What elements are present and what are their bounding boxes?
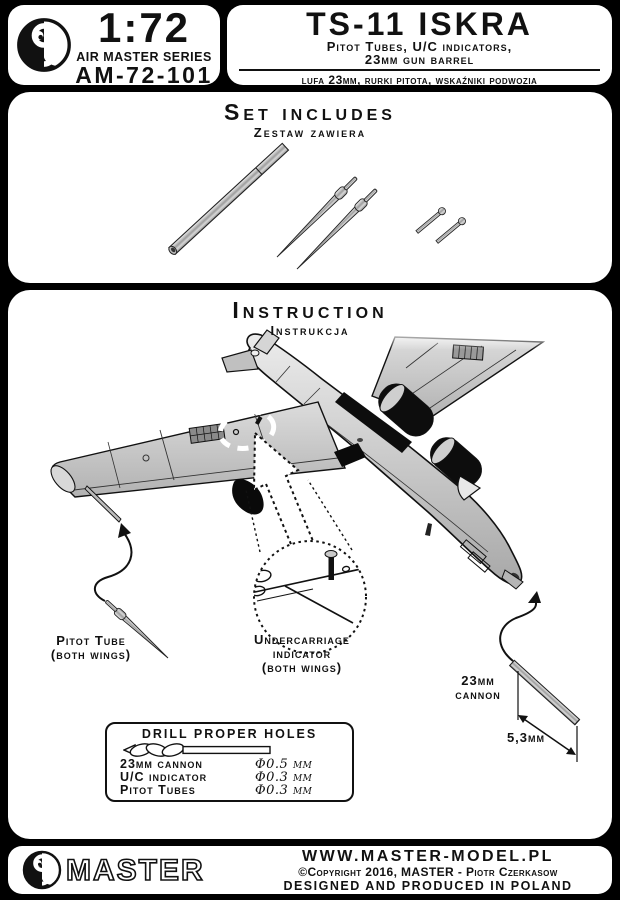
pitot-callout-line2: (both wings) [50, 647, 132, 662]
brand-text: MASTER [66, 854, 205, 887]
cannon-install-arrow [500, 591, 541, 661]
cannon-callout [428, 674, 528, 702]
brass-parts-illustration [8, 137, 612, 283]
drill-part-label: Pitot Tubes [120, 783, 196, 798]
instruction-panel [8, 290, 612, 839]
antenna [425, 523, 432, 536]
drill-diameter-value: Φ0.5 mm [255, 757, 313, 772]
footer-panel [8, 846, 612, 894]
cannon-callout-line1: 23mm [461, 673, 495, 688]
header-divider [239, 69, 600, 71]
set-includes-panel [8, 92, 612, 283]
drill-bit-icon [123, 742, 273, 758]
set-includes-subtitle: Zestaw zawiera [253, 125, 367, 140]
left-wing [47, 402, 345, 522]
pitot-tube-callout [16, 634, 166, 662]
uc-callout-line2: indicator [272, 646, 332, 661]
master-swirl-logo-icon [16, 15, 72, 75]
drill-table [105, 722, 354, 802]
drill-row-pitot [107, 784, 352, 797]
drill-part-label: U/C indicator [120, 770, 208, 785]
drill-diameter-value: Φ0.3 mm [255, 770, 313, 786]
series-label: AIR MASTER SERIES [76, 50, 212, 64]
website-url: WWW.MASTER-MODEL.PL [302, 848, 554, 865]
kit-title: TS-11 ISKRA [306, 6, 533, 42]
cannon-callout-line2: cannon [455, 687, 501, 702]
origin-line: DESIGNED AND PRODUCED IN POLAND [283, 879, 573, 893]
uc-indicator-part-2 [435, 216, 467, 245]
cannon-barrel-part [167, 143, 288, 256]
copyright-line: ©Copyright 2016, MASTER - Piotr Czerkasow [298, 865, 558, 879]
header-left-panel [8, 4, 220, 88]
cannon-length-label: 5,3mm [506, 730, 546, 745]
kit-subtitle-polish: lufa 23mm, rurki pitota, wskaźniki podwozia [301, 73, 538, 87]
pitot-callout-line1: Pitot Tube [56, 633, 126, 648]
pitot-install-arrow [95, 523, 132, 601]
master-wordmark [64, 852, 244, 888]
uc-indicator-callout [222, 633, 382, 675]
uc-callout-line1: Undercarriage [254, 632, 350, 647]
uc-indicator-part-1 [415, 206, 447, 235]
instruction-subtitle: Instrukcja [270, 323, 350, 338]
set-includes-title: Set includes [224, 99, 396, 125]
kit-subtitle-line1: Pitot Tubes, U/C indicators, [326, 39, 513, 54]
master-swirl-logo-icon [22, 850, 62, 890]
kit-subtitle-line2: 23mm gun barrel [364, 52, 475, 67]
instruction-title: Instruction [232, 297, 388, 323]
header-right-panel [227, 5, 612, 85]
drill-table-title: DRILL PROPER HOLES [141, 727, 318, 741]
drill-part-label: 23mm cannon [120, 757, 203, 771]
uc-callout-line3: (both wings) [261, 660, 343, 675]
scale-label: 1:72 [97, 4, 191, 51]
drill-diameter-value: Φ0.3 mm [255, 783, 313, 799]
product-code: AM-72-101 [75, 62, 213, 88]
